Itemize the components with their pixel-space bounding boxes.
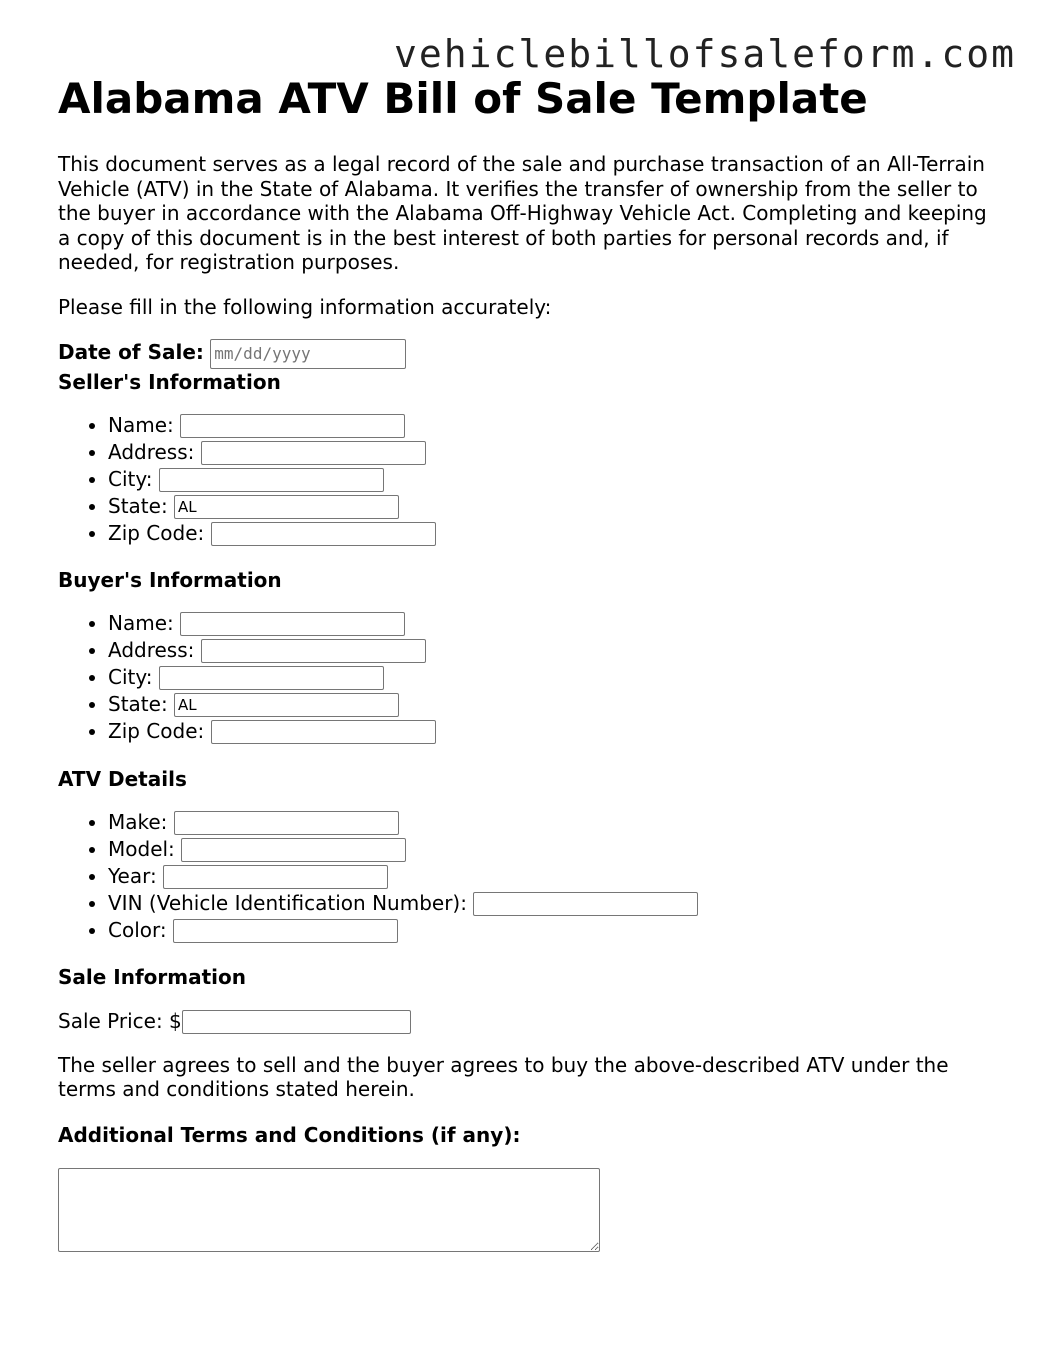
buyer-city-input[interactable] [159, 666, 384, 690]
atv-make-item [108, 809, 998, 836]
buyer-address-label: Address: [108, 637, 195, 662]
date-of-sale-row [58, 338, 998, 369]
intro-paragraph: This document serves as a legal record of the sale and purchase transaction of an All-Terrain Vehicle (ATV) in the State of Alabama. It verifies the transfer of ownership from the seller to the buyer in accordance with the Alabama Off-Highway Vehicle Act. Completing and keeping a copy of this document is in the best interest of both parties for personal records and, if needed, for registration purposes. [58, 152, 987, 274]
atv-color-item [108, 917, 998, 944]
buyer-address-item [108, 637, 998, 664]
buyer-state-label: State: [108, 691, 168, 716]
date-of-sale-label: Date of Sale: [58, 340, 204, 364]
seller-zip-item [108, 520, 998, 547]
additional-terms-textarea[interactable] [58, 1168, 600, 1252]
buyer-address-input[interactable] [201, 639, 426, 663]
seller-heading: Seller's Information [58, 369, 281, 394]
additional-terms-heading: Additional Terms and Conditions (if any): [58, 1122, 521, 1147]
buyer-zip-item [108, 718, 998, 745]
site-watermark: vehiclebillofsaleform.com [394, 32, 1016, 76]
buyer-city-label: City: [108, 664, 153, 689]
sale-info-heading: Sale Information [58, 964, 246, 989]
atv-make-label: Make: [108, 809, 168, 834]
atv-vin-input[interactable] [473, 892, 698, 916]
atv-year-item [108, 863, 998, 890]
atv-year-input[interactable] [163, 865, 388, 889]
atv-vin-label: VIN (Vehicle Identification Number): [108, 890, 467, 915]
seller-address-item [108, 439, 998, 466]
additional-terms-wrapper [58, 1168, 998, 1252]
seller-city-item [108, 466, 998, 493]
agreement-text: The seller agrees to sell and the buyer agrees to buy the above-described ATV under the terms and conditions stated herein. [58, 1052, 949, 1101]
atv-details-heading: ATV Details [58, 766, 187, 791]
sale-price-row [58, 1007, 998, 1035]
seller-list [58, 412, 998, 547]
buyer-city-item [108, 664, 998, 691]
date-of-sale-input[interactable] [210, 339, 406, 369]
buyer-name-input[interactable] [180, 612, 405, 636]
seller-city-input[interactable] [159, 468, 384, 492]
seller-city-label: City: [108, 466, 153, 491]
buyer-heading: Buyer's Information [58, 567, 282, 592]
sale-price-input[interactable] [182, 1010, 411, 1034]
atv-vin-item [108, 890, 998, 917]
buyer-name-label: Name: [108, 610, 174, 635]
seller-zip-label: Zip Code: [108, 520, 205, 545]
atv-model-label: Model: [108, 836, 175, 861]
seller-zip-input[interactable] [211, 522, 436, 546]
atv-color-input[interactable] [173, 919, 398, 943]
seller-name-item [108, 412, 998, 439]
buyer-list [58, 610, 998, 745]
atv-color-label: Color: [108, 917, 167, 942]
buyer-zip-input[interactable] [211, 720, 436, 744]
seller-address-label: Address: [108, 439, 195, 464]
seller-state-item [108, 493, 998, 520]
seller-address-input[interactable] [201, 441, 426, 465]
seller-state-input[interactable] [174, 495, 399, 519]
seller-state-label: State: [108, 493, 168, 518]
seller-name-label: Name: [108, 412, 174, 437]
page-title: Alabama ATV Bill of Sale Template [58, 74, 868, 123]
atv-model-item [108, 836, 998, 863]
bill-of-sale-form [58, 74, 998, 1252]
atv-make-input[interactable] [174, 811, 399, 835]
buyer-state-input[interactable] [174, 693, 399, 717]
sale-price-label: Sale Price: $ [58, 1008, 182, 1033]
seller-name-input[interactable] [180, 414, 405, 438]
atv-details-list [58, 809, 998, 944]
buyer-state-item [108, 691, 998, 718]
buyer-zip-label: Zip Code: [108, 718, 205, 743]
atv-year-label: Year: [108, 863, 157, 888]
atv-model-input[interactable] [181, 838, 406, 862]
instruction-text: Please fill in the following information accurately: [58, 294, 552, 319]
buyer-name-item [108, 610, 998, 637]
